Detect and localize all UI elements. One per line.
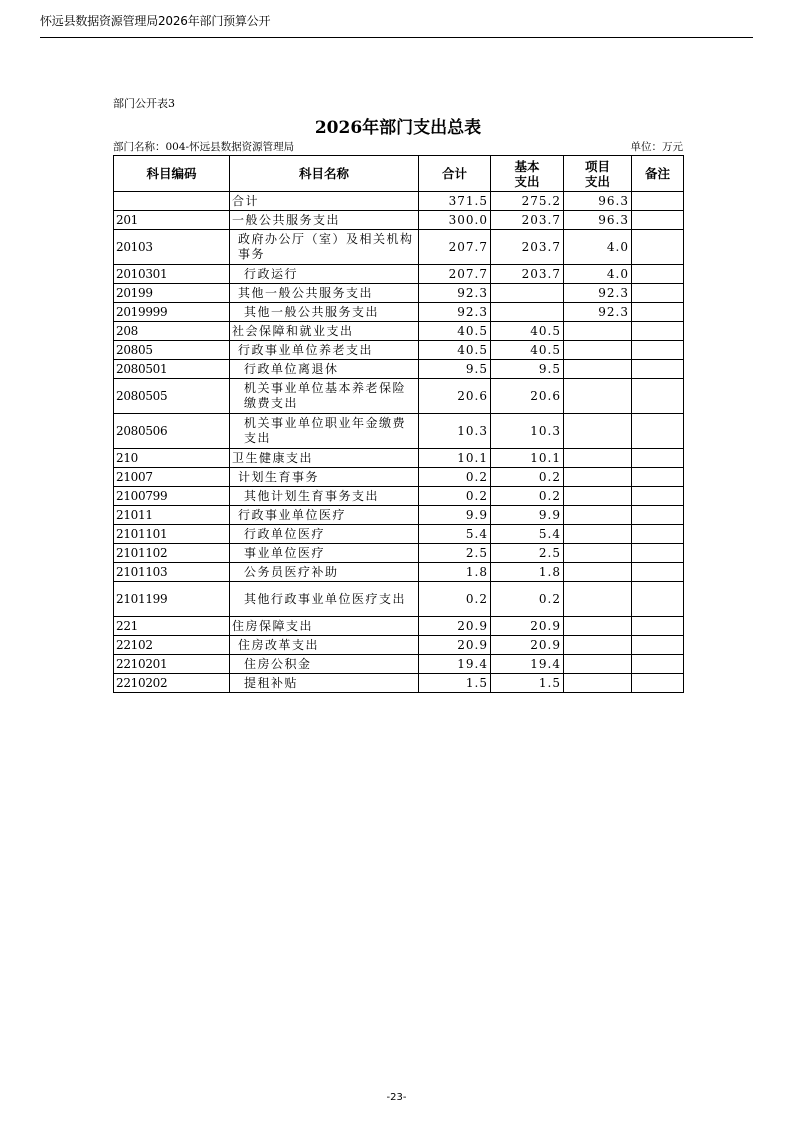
row-note <box>632 265 684 284</box>
row-project: 92.3 <box>564 284 632 303</box>
row-basic: 2.5 <box>491 544 564 563</box>
row-note <box>632 192 684 211</box>
row-code: 20805 <box>114 341 230 360</box>
row-code: 210 <box>114 449 230 468</box>
row-code: 2080506 <box>114 414 230 449</box>
table-row <box>114 265 684 284</box>
row-name: 行政事业单位医疗 <box>230 506 419 525</box>
row-code: 2080501 <box>114 360 230 379</box>
row-basic: 40.5 <box>491 341 564 360</box>
row-project <box>564 449 632 468</box>
running-header: 怀远县数据资源管理局2026年部门预算公开 <box>40 14 271 28</box>
row-basic: 20.6 <box>491 379 564 414</box>
table-row <box>114 563 684 582</box>
row-basic: 40.5 <box>491 322 564 341</box>
row-total: 0.2 <box>419 487 491 506</box>
row-name: 提租补贴 <box>230 674 419 693</box>
row-total: 300.0 <box>419 211 491 230</box>
row-code: 2210201 <box>114 655 230 674</box>
row-total: 207.7 <box>419 265 491 284</box>
row-project <box>564 563 632 582</box>
row-code: 20199 <box>114 284 230 303</box>
row-note <box>632 414 684 449</box>
header-project-line1: 项目 <box>584 158 610 174</box>
row-total: 40.5 <box>419 341 491 360</box>
row-project <box>564 468 632 487</box>
table-header-row <box>114 156 684 192</box>
row-basic: 203.7 <box>491 265 564 284</box>
row-basic <box>491 303 564 322</box>
row-basic: 20.9 <box>491 636 564 655</box>
row-total: 20.6 <box>419 379 491 414</box>
row-code: 2101102 <box>114 544 230 563</box>
row-total: 20.9 <box>419 617 491 636</box>
row-name: 住房公积金 <box>230 655 419 674</box>
row-basic: 0.2 <box>491 468 564 487</box>
table-row <box>114 617 684 636</box>
table-row <box>114 303 684 322</box>
row-project <box>564 341 632 360</box>
row-basic: 5.4 <box>491 525 564 544</box>
row-basic: 203.7 <box>491 211 564 230</box>
header-note: 备注 <box>632 156 684 192</box>
row-total: 9.5 <box>419 360 491 379</box>
row-name: 事业单位医疗 <box>230 544 419 563</box>
header-name: 科目名称 <box>230 156 419 192</box>
row-code: 2019999 <box>114 303 230 322</box>
row-basic: 1.5 <box>491 674 564 693</box>
header-code: 科目编码 <box>114 156 230 192</box>
row-project: 4.0 <box>564 230 632 265</box>
row-name: 行政事业单位养老支出 <box>230 341 419 360</box>
row-total: 5.4 <box>419 525 491 544</box>
row-name: 计划生育事务 <box>230 468 419 487</box>
row-note <box>632 582 684 617</box>
row-name: 公务员医疗补助 <box>230 563 419 582</box>
row-basic <box>491 284 564 303</box>
document-title: 2026年部门支出总表 <box>314 118 482 138</box>
header-project <box>564 156 632 192</box>
row-project <box>564 322 632 341</box>
row-total: 19.4 <box>419 655 491 674</box>
row-code: 2010301 <box>114 265 230 284</box>
row-code <box>114 192 230 211</box>
row-project <box>564 506 632 525</box>
header-rule <box>40 37 753 38</box>
row-project <box>564 655 632 674</box>
row-project <box>564 544 632 563</box>
page-number: -23- <box>386 1092 407 1103</box>
row-total: 40.5 <box>419 322 491 341</box>
row-code: 2080505 <box>114 379 230 414</box>
row-note <box>632 544 684 563</box>
table-row <box>114 544 684 563</box>
header-total: 合计 <box>419 156 491 192</box>
row-total: 371.5 <box>419 192 491 211</box>
row-project <box>564 617 632 636</box>
row-total: 92.3 <box>419 284 491 303</box>
row-project: 96.3 <box>564 211 632 230</box>
row-basic: 0.2 <box>491 487 564 506</box>
table-row <box>114 192 684 211</box>
row-code: 21011 <box>114 506 230 525</box>
table-row <box>114 211 684 230</box>
row-name: 政府办公厅（室）及相关机构事务 <box>230 230 419 265</box>
row-code: 20103 <box>114 230 230 265</box>
row-name: 住房保障支出 <box>230 617 419 636</box>
row-total: 1.8 <box>419 563 491 582</box>
row-note <box>632 379 684 414</box>
table-row <box>114 341 684 360</box>
row-note <box>632 525 684 544</box>
row-total: 20.9 <box>419 636 491 655</box>
row-project: 92.3 <box>564 303 632 322</box>
row-note <box>632 617 684 636</box>
row-code: 2100799 <box>114 487 230 506</box>
table-row <box>114 525 684 544</box>
row-note <box>632 636 684 655</box>
table-row <box>114 674 684 693</box>
row-name: 一般公共服务支出 <box>230 211 419 230</box>
table-row <box>114 414 684 449</box>
row-name: 社会保障和就业支出 <box>230 322 419 341</box>
table-number: 部门公开表3 <box>113 97 175 110</box>
row-total: 9.9 <box>419 506 491 525</box>
row-note <box>632 230 684 265</box>
row-project <box>564 636 632 655</box>
table-row <box>114 284 684 303</box>
row-code: 2101101 <box>114 525 230 544</box>
row-note <box>632 674 684 693</box>
row-note <box>632 487 684 506</box>
row-note <box>632 655 684 674</box>
header-basic-line1: 基本 <box>514 158 540 174</box>
row-total: 10.1 <box>419 449 491 468</box>
table-row <box>114 655 684 674</box>
row-note <box>632 563 684 582</box>
unit-label: 单位：万元 <box>630 141 683 153</box>
row-basic: 203.7 <box>491 230 564 265</box>
table-row <box>114 468 684 487</box>
row-note <box>632 322 684 341</box>
row-name: 住房改革支出 <box>230 636 419 655</box>
row-total: 0.2 <box>419 468 491 487</box>
table-row <box>114 230 684 265</box>
row-name: 其他一般公共服务支出 <box>230 284 419 303</box>
department-name: 部门名称：004-怀远县数据资源管理局 <box>113 141 295 153</box>
row-basic: 10.3 <box>491 414 564 449</box>
row-project <box>564 360 632 379</box>
row-project <box>564 582 632 617</box>
row-note <box>632 303 684 322</box>
row-code: 21007 <box>114 468 230 487</box>
row-note <box>632 211 684 230</box>
row-code: 22102 <box>114 636 230 655</box>
row-basic: 10.1 <box>491 449 564 468</box>
row-total: 207.7 <box>419 230 491 265</box>
expenditure-table <box>113 155 684 693</box>
row-project <box>564 674 632 693</box>
row-basic: 9.9 <box>491 506 564 525</box>
row-basic: 9.5 <box>491 360 564 379</box>
row-name: 机关事业单位职业年金缴费支出 <box>230 414 419 449</box>
row-basic: 1.8 <box>491 563 564 582</box>
row-basic: 275.2 <box>491 192 564 211</box>
row-basic: 20.9 <box>491 617 564 636</box>
row-name: 其他一般公共服务支出 <box>230 303 419 322</box>
row-note <box>632 284 684 303</box>
table-row <box>114 487 684 506</box>
row-name: 行政单位离退休 <box>230 360 419 379</box>
row-name: 行政单位医疗 <box>230 525 419 544</box>
row-basic: 0.2 <box>491 582 564 617</box>
row-project <box>564 379 632 414</box>
row-total: 92.3 <box>419 303 491 322</box>
row-code: 221 <box>114 617 230 636</box>
table-row <box>114 379 684 414</box>
header-basic-line2: 支出 <box>514 173 540 189</box>
table-row <box>114 449 684 468</box>
row-code: 2101199 <box>114 582 230 617</box>
row-total: 0.2 <box>419 582 491 617</box>
row-code: 2101103 <box>114 563 230 582</box>
row-name: 合计 <box>230 192 419 211</box>
row-code: 208 <box>114 322 230 341</box>
row-name: 其他行政事业单位医疗支出 <box>230 582 419 617</box>
row-project <box>564 525 632 544</box>
row-total: 1.5 <box>419 674 491 693</box>
table-row <box>114 506 684 525</box>
row-basic: 19.4 <box>491 655 564 674</box>
row-project <box>564 487 632 506</box>
row-project: 4.0 <box>564 265 632 284</box>
row-total: 2.5 <box>419 544 491 563</box>
row-note <box>632 341 684 360</box>
table-row <box>114 636 684 655</box>
row-note <box>632 360 684 379</box>
table-row <box>114 360 684 379</box>
row-total: 10.3 <box>419 414 491 449</box>
header-basic <box>491 156 564 192</box>
table-row <box>114 582 684 617</box>
row-name: 行政运行 <box>230 265 419 284</box>
row-project: 96.3 <box>564 192 632 211</box>
row-code: 201 <box>114 211 230 230</box>
row-name: 卫生健康支出 <box>230 449 419 468</box>
row-code: 2210202 <box>114 674 230 693</box>
row-name: 其他计划生育事务支出 <box>230 487 419 506</box>
header-project-line2: 支出 <box>584 173 610 189</box>
table-row <box>114 322 684 341</box>
row-name: 机关事业单位基本养老保险缴费支出 <box>230 379 419 414</box>
row-note <box>632 468 684 487</box>
row-note <box>632 506 684 525</box>
row-note <box>632 449 684 468</box>
row-project <box>564 414 632 449</box>
